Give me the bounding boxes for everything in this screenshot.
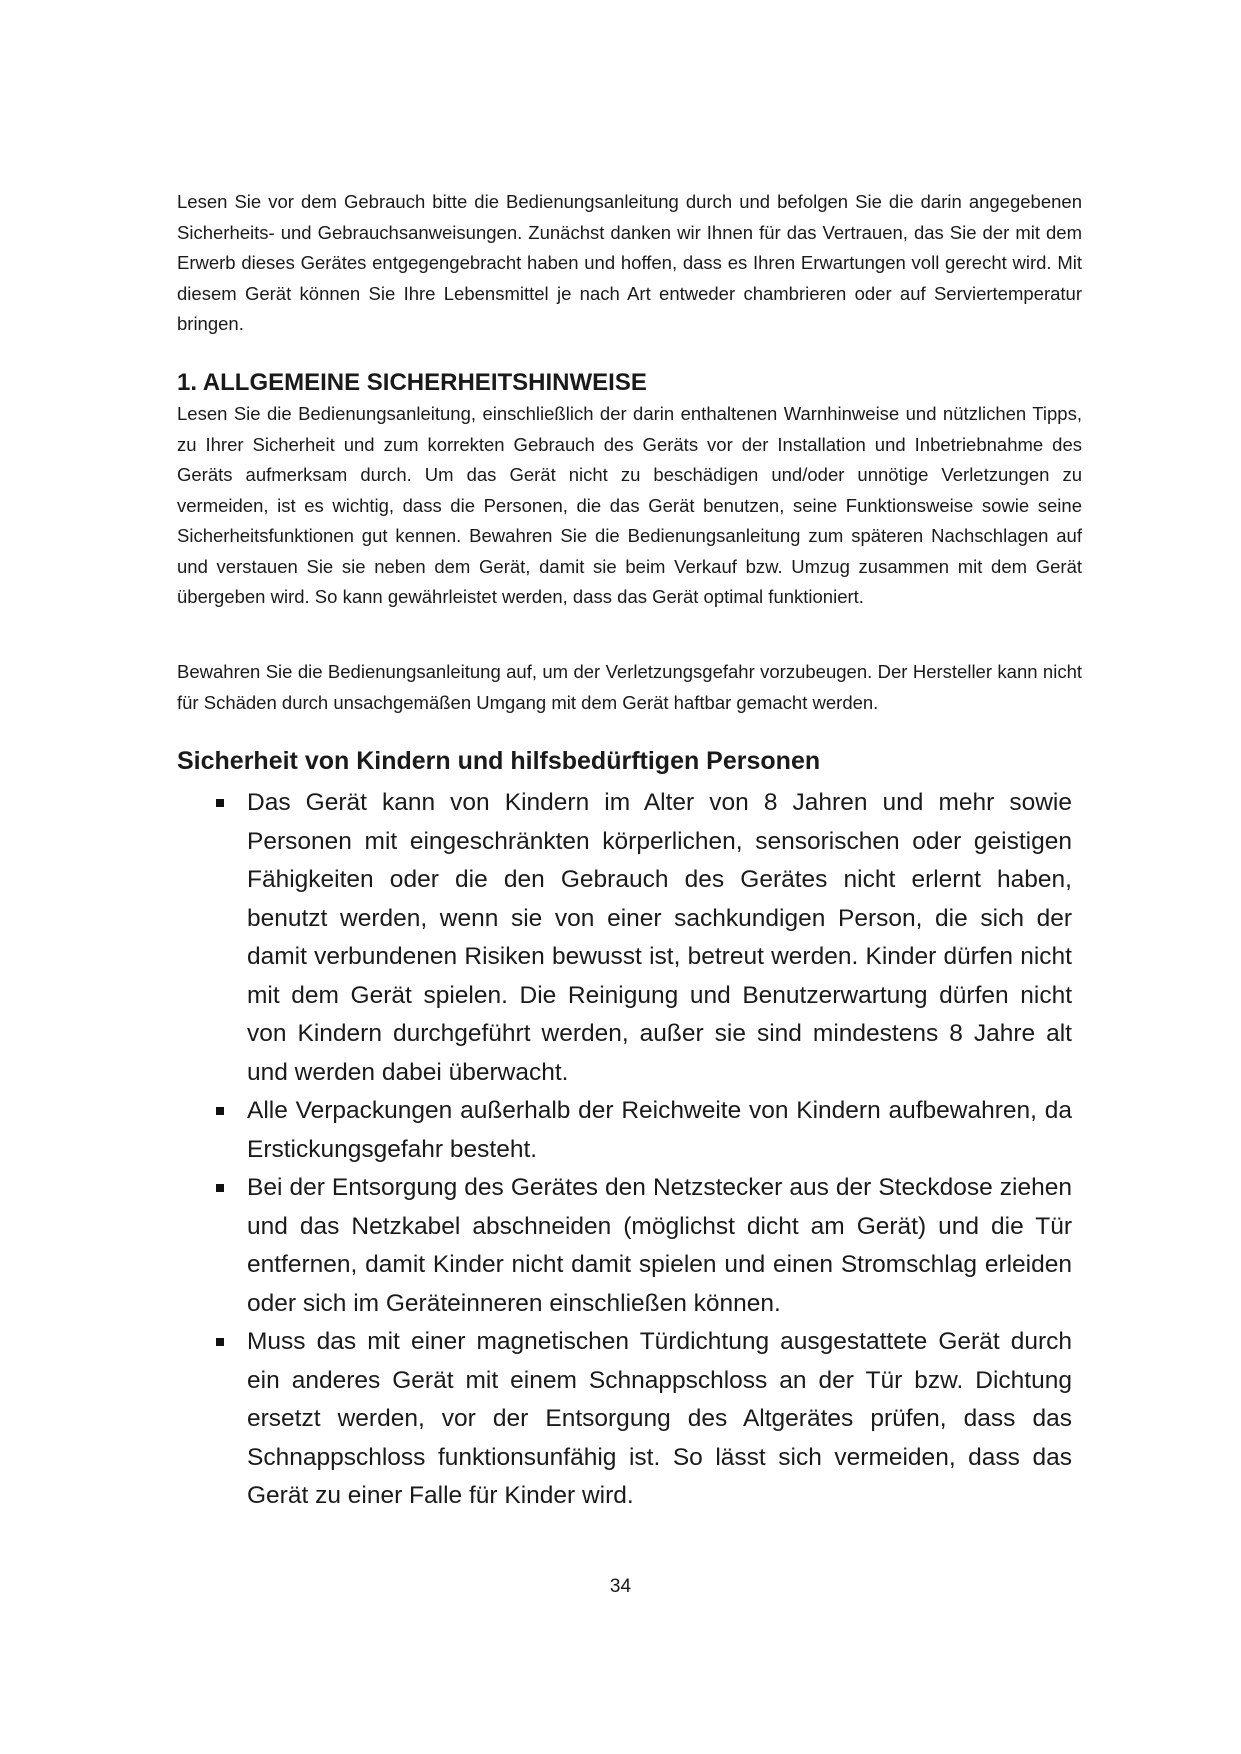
list-item-text: Muss das mit einer magnetischen Türdichtung ausgestattete Gerät durch ein anderes Gerät mit einem Schnappschloss an der Tür bzw. Dichtung ersetzt werden, vor der Entsorgung des Altgerätes prüfen, dass das Schnappschloss funktionsunfähig ist. So lässt sich vermeiden, dass das Gerät zu einer Falle für Kinder wird. — [247, 1328, 1072, 1509]
intro-paragraph: Lesen Sie vor dem Gebrauch bitte die Bedienungsanleitung durch und befolgen Sie die darin angegebenen Sicherheits- und Gebrauchsanweisungen. Zunächst danken wir Ihnen für das Vertrauen, das Sie der mit dem Erwerb dieses Gerätes entgegengebracht haben und hoffen, dass es Ihren Erwartungen voll gerecht wird. Mit diesem Gerät können Sie Ihre Lebensmittel je nach Art entweder chambrieren oder auf Serviertemperatur bringen. — [177, 191, 1082, 334]
section-heading-general-safety: 1. ALLGEMEINE SICHERHEITSHINWEISE — [177, 369, 647, 396]
list-item-text: Bei der Entsorgung des Gerätes den Netzstecker aus der Steckdose ziehen und das Netzkabel abschneiden (möglichst dicht am Gerät) und die Tür entfernen, damit Kinder nicht damit spielen und einen Stromschlag erleiden oder sich im Geräteinneren einschließen können. — [247, 1174, 1072, 1317]
section-heading-children-safety: Sicherheit von Kindern und hilfsbedürftigen Personen — [177, 747, 821, 775]
list-item — [177, 1169, 1072, 1323]
list-item-text: Alle Verpackungen außerhalb der Reichweite von Kindern aufbewahren, da Erstickungsgefahr besteht. — [247, 1097, 1072, 1163]
list-item-text: Das Gerät kann von Kindern im Alter von 8 Jahren und mehr sowie Personen mit eingeschränkten körperlichen, sensorischen oder geistigen Fähigkeiten oder die den Gebrauch des Gerätes nicht erlernt haben, benutzt werden, wenn sie von einer sachkundigen Person, die sich der damit verbundenen Risiken bewusst ist, betreut werden. Kinder dürfen nicht mit dem Gerät spielen. Die Reinigung und Benutzerwartung dürfen nicht von Kindern durchgeführt werden, außer sie sind mindestens 8 Jahre alt und werden dabei überwacht. — [247, 789, 1072, 1086]
children-safety-list — [177, 784, 1072, 1516]
list-item — [177, 1323, 1072, 1516]
page-number: 34 — [609, 1576, 632, 1597]
general-safety-paragraph: Lesen Sie die Bedienungsanleitung, einschließlich der darin enthaltenen Warnhinweise und nützlichen Tipps, zu Ihrer Sicherheit und zum korrekten Gebrauch des Geräts vor der Installation und Inbetriebnahme des Geräts aufmerksam durch. Um das Gerät nicht zu beschädigen und/oder unnötige Verletzungen zu vermeiden, ist es wichtig, dass die Personen, die das Gerät benutzen, seine Funktionsweise sowie seine Sicherheitsfunktionen gut kennen. Bewahren Sie die Bedienungsanleitung zum späteren Nachschlagen auf und verstauen Sie sie neben dem Gerät, damit sie beim Verkauf bzw. Umzug zusammen mit dem Gerät übergeben wird. So kann gewährleistet werden, dass das Gerät optimal funktioniert. — [177, 403, 1082, 607]
list-item — [177, 784, 1072, 1092]
square-bullet-icon — [216, 1338, 224, 1346]
square-bullet-icon — [216, 1184, 224, 1192]
square-bullet-icon — [216, 1107, 224, 1115]
square-bullet-icon — [216, 799, 224, 807]
general-safety-note: Bewahren Sie die Bedienungsanleitung auf, um der Verletzungsgefahr vorzubeugen. Der Hersteller kann nicht für Schäden durch unsachgemäßen Umgang mit dem Gerät haftbar gemacht werden. — [177, 661, 1082, 713]
list-item — [177, 1092, 1072, 1169]
